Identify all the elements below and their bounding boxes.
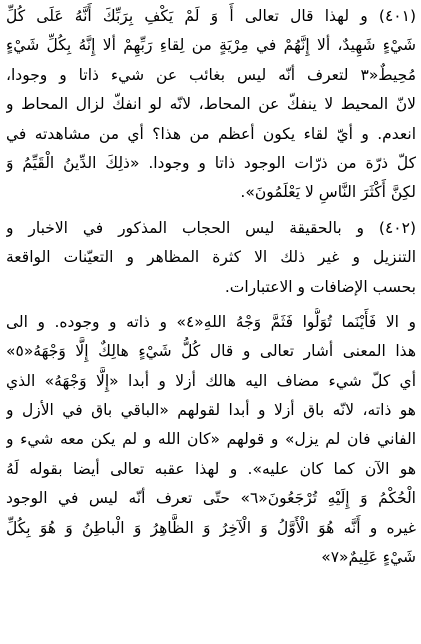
text-line: هذا المعنى أشار تعالى و قال كُلُّ شَيْءٍ هالِكٌ إِلَّا وَجْهَهُ«٥» <box>6 342 416 361</box>
text-line: شَيْءٍ شَهِيدٌ، ألا إِنَّهُمْ في مِرْيَةٍ من لِقاءِ رَبِّهِمْ ألا إِنَّهُ بِكُلِّ شَيْءٍ <box>6 36 416 55</box>
paragraph-continuation <box>6 308 416 573</box>
text-line: مُحِيطٌ«٣ لتعرف أنّه ليس بغائب عن شيء ذاتا و وجودا، <box>6 65 416 84</box>
text-line: الفاني فان لم يزل» و قولهم «كان الله و لم يكن معه شيء و <box>6 430 416 449</box>
paragraph-401 <box>6 2 416 208</box>
text-line: غيره و أَنَّه هُوَ الْأَوَّلُ وَ الْآخِرُ وَ الظَّاهِرُ وَ الْباطِنُ وَ هُوَ بِكُلِّ <box>6 518 416 537</box>
text-line: التنزيل و غير ذلك الا كثرة المظاهر و التعيّنات الواقعة <box>6 248 416 267</box>
text-line: هو الآن كما كان عليه». و لهذا عقبه تعالى أيضا بقوله لَهُ <box>6 459 416 478</box>
text-line: (٤٠٢) و بالحقيقة ليس الحجاب المذكور في الاخبار و <box>6 218 416 237</box>
text-line: انعدم. و أيّ لقاء يكون أعظم من هذا؟ أي من مشاهدته في <box>6 124 416 143</box>
text-line: كلّ ذرّة من ذرّات الوجود ذاتا و وجودا. «ذلِكَ الدِّينُ الْقَيِّمُ وَ <box>6 153 416 172</box>
text-line: هو ذاته، لانّه باق أزلا و أبدا لقولهم «الباقي باق في الأزل و <box>6 401 416 420</box>
document-page <box>6 2 416 642</box>
text-line: (٤٠١) و لهذا قال تعالى أَ وَ لَمْ يَكْفِ بِرَبِّكَ أَنَّهُ عَلَى كُلِّ <box>6 7 416 25</box>
text-line: أي كلّ شيء مضاف اليه هالك أزلا و أبدا «إِلَّا وَجْهَهُ» الذي <box>6 371 416 390</box>
text-line: لانّ المحيط لا ينفكّ عن المحاط، لانّه لو انفكّ لزال المحاط و <box>6 95 416 114</box>
paragraph-402 <box>6 214 416 302</box>
text-line: الْحُكْمُ وَ إِلَيْهِ تُرْجَعُونَ«٦» حتّى تعرف أنّه ليس في الوجود <box>6 489 416 508</box>
text-line: و الا فَأَيْنَما تُوَلُّوا فَثَمَّ وَجْهُ اللهِ«٤» و ذاته و وجوده. و الى <box>6 312 416 331</box>
text-line: شَيْءٍ عَلِيمٌ«٧» <box>321 548 416 567</box>
text-line: لكِنَّ أَكْثَرَ النَّاسِ لا يَعْلَمُونَ». <box>240 183 416 202</box>
text-line: بحسب الإضافات و الاعتبارات. <box>224 277 416 296</box>
